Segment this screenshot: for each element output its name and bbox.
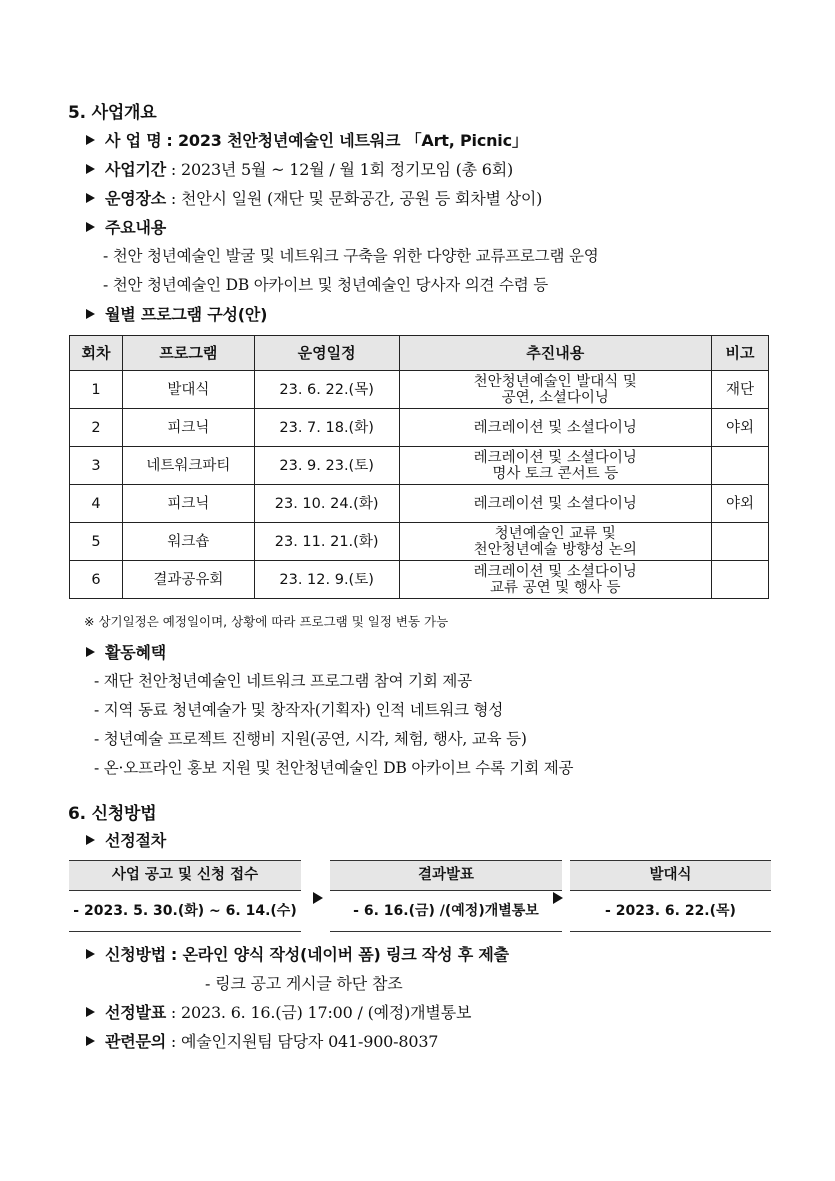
cell-date: 23. 6. 22.(목) [254,371,399,409]
cell-note: 야외 [712,485,769,523]
header-content: 추진내용 [399,336,711,371]
cell-date: 23. 7. 18.(화) [254,409,399,447]
step-arrow-icon [553,892,563,904]
selection-process-row [86,828,166,851]
project-name-label: 사 업 명 [105,131,162,150]
cell-round: 4 [70,485,123,523]
benefit-item: - 온·오프라인 홍보 지원 및 천안청년예술인 DB 아카이브 수록 기회 제공 [94,759,574,777]
project-name-row [86,128,528,151]
cell-content [399,523,711,561]
cell-content [399,561,711,599]
venue-value: : 천안시 일원 (재단 및 문화공간, 공원 등 회차별 상이) [170,189,543,208]
cell-date: 23. 11. 21.(화) [254,523,399,561]
header-note: 비고 [712,336,769,371]
step-arrow-icon [313,892,323,904]
content-line: 청년예술인 교류 및 [494,525,616,542]
triangle-bullet-icon [86,309,95,319]
table-row [70,447,769,485]
step-title: 결과발표 [330,861,562,891]
main-content-row [86,215,166,238]
application-method-label: 신청방법 [105,945,167,964]
step-date: - 2023. 5. 30.(화) ~ 6. 14.(수) [69,891,301,932]
program-table [69,335,769,599]
table-row [70,485,769,523]
main-content-label: 주요내용 [105,218,167,237]
process-step-3 [570,860,771,931]
cell-round: 1 [70,371,123,409]
content-line: 명사 토크 콘서트 등 [492,465,619,482]
section-6-title: 6. 신청방법 [68,804,157,824]
header-program: 프로그램 [122,336,254,371]
table-row [70,561,769,599]
content-line: 레크레이션 및 소셜다이닝 [473,419,637,436]
content-line: 레크레이션 및 소셜다이닝 [473,495,637,512]
content-line: 천안청년예술인 발대식 및 [473,373,637,390]
header-schedule: 운영일정 [254,336,399,371]
content-line: 교류 공연 및 행사 등 [490,579,621,596]
cell-content [399,485,711,523]
project-period-row [86,157,513,180]
contact-row [86,1029,438,1052]
step-date: - 2023. 6. 22.(목) [570,891,771,932]
table-row [70,523,769,561]
contact-label: 관련문의 [105,1032,167,1051]
benefit-item: - 지역 동료 청년예술가 및 창작자(기획자) 인적 네트워크 형성 [94,701,504,719]
benefit-item: - 재단 천안청년예술인 네트워크 프로그램 참여 기회 제공 [94,672,472,690]
venue-row [86,186,542,209]
content-line: 레크레이션 및 소셜다이닝 [473,563,637,580]
application-method-row [86,942,509,965]
content-line: 레크레이션 및 소셜다이닝 [473,449,637,466]
triangle-bullet-icon [86,193,95,203]
monthly-program-row [86,302,267,325]
application-method-sub: - 링크 공고 게시글 하단 참조 [205,974,403,993]
cell-date: 23. 9. 23.(토) [254,447,399,485]
project-name-value: : 2023 천안청년예술인 네트워크 「Art, Picnic」 [166,131,528,150]
triangle-bullet-icon [86,135,95,145]
cell-round: 5 [70,523,123,561]
benefit-label: 활동혜택 [105,643,167,662]
main-content-item: - 천안 청년예술인 발굴 및 네트워크 구축을 위한 다양한 교류프로그램 운영 [103,247,599,265]
venue-label: 운영장소 [105,189,167,208]
process-step-1 [69,860,301,931]
triangle-bullet-icon [86,222,95,232]
triangle-bullet-icon [86,835,95,845]
cell-note [712,447,769,485]
cell-program: 발대식 [122,371,254,409]
triangle-bullet-icon [86,164,95,174]
cell-note: 야외 [712,409,769,447]
triangle-bullet-icon [86,647,95,657]
process-step-2 [330,860,562,931]
contact-value: : 예술인지원팀 담당자 041-900-8037 [170,1032,439,1051]
cell-program: 워크숍 [122,523,254,561]
step-title: 사업 공고 및 신청 접수 [69,861,301,891]
step-title: 발대식 [570,861,771,891]
cell-note: 재단 [712,371,769,409]
announcement-value: : 2023. 6. 16.(금) 17:00 / (예정)개별통보 [170,1003,472,1022]
cell-round: 6 [70,561,123,599]
announcement-label: 선정발표 [105,1003,167,1022]
application-method-value: : 온라인 양식 작성(네이버 폼) 링크 작성 후 제출 [170,945,509,964]
cell-content [399,447,711,485]
triangle-bullet-icon [86,1007,95,1017]
content-line: 공연, 소셜다이닝 [501,389,609,406]
benefit-item: - 청년예술 프로젝트 진행비 지원(공연, 시각, 체험, 행사, 교육 등) [94,730,527,748]
table-footnote: ※ 상기일정은 예정일이며, 상황에 따라 프로그램 및 일정 변동 가능 [84,614,449,629]
cell-note [712,561,769,599]
benefit-row [86,640,166,663]
selection-process-label: 선정절차 [105,831,167,850]
section-5-title: 5. 사업개요 [68,103,157,123]
cell-program: 피크닉 [122,485,254,523]
content-line: 천안청년예술 방향성 논의 [473,541,637,558]
header-round: 회차 [70,336,123,371]
project-period-value: : 2023년 5월 ~ 12월 / 월 1회 정기모임 (총 6회) [170,160,514,179]
cell-round: 3 [70,447,123,485]
triangle-bullet-icon [86,1036,95,1046]
cell-content [399,371,711,409]
cell-date: 23. 12. 9.(토) [254,561,399,599]
step-date: - 6. 16.(금) /(예정)개별통보 [330,891,562,932]
cell-note [712,523,769,561]
table-row [70,371,769,409]
monthly-program-label: 월별 프로그램 구성(안) [105,305,268,324]
cell-program: 결과공유회 [122,561,254,599]
main-content-item: - 천안 청년예술인 DB 아카이브 및 청년예술인 당사자 의견 수렴 등 [103,276,549,294]
cell-content [399,409,711,447]
cell-program: 피크닉 [122,409,254,447]
cell-program: 네트워크파티 [122,447,254,485]
announcement-row [86,1000,471,1023]
triangle-bullet-icon [86,949,95,959]
cell-date: 23. 10. 24.(화) [254,485,399,523]
project-period-label: 사업기간 [105,160,167,179]
cell-round: 2 [70,409,123,447]
table-row [70,409,769,447]
table-header-row [70,336,769,371]
